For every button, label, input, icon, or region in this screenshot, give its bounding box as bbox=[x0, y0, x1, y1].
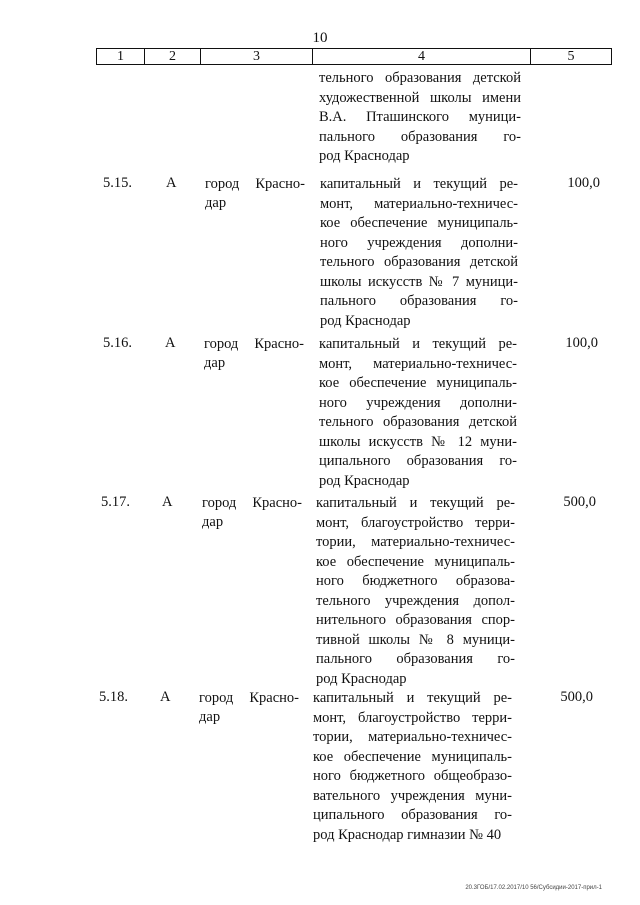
desc-line: вательного учреждения муни- bbox=[313, 787, 512, 804]
header-col-5: 5 bbox=[567, 49, 575, 64]
desc-line: кое обеспечение муниципаль- bbox=[320, 215, 518, 231]
desc-line: монт, материально-техничес- bbox=[320, 195, 518, 212]
desc-line: пального образования го- bbox=[319, 128, 521, 145]
row-category: А bbox=[162, 494, 173, 510]
desc-line: тельного образования детской bbox=[319, 70, 521, 86]
desc-line: В.А. Пташинского муници- bbox=[319, 109, 521, 125]
place-word: дар bbox=[202, 514, 224, 530]
row-place bbox=[204, 335, 304, 373]
row-number: 5.18. bbox=[99, 689, 128, 705]
desc-line: капитальный и текущий ре- bbox=[316, 495, 515, 511]
desc-line: род Краснодар гимназии № 40 bbox=[313, 826, 502, 843]
continuation-description bbox=[319, 69, 521, 167]
desc-line: род Краснодар bbox=[320, 312, 411, 329]
place-word: Красно- bbox=[254, 336, 304, 352]
desc-line: кое обеспечение муниципаль- bbox=[319, 375, 517, 391]
row-description bbox=[320, 175, 518, 331]
place-word: Красно- bbox=[255, 176, 305, 192]
row-category: А bbox=[166, 175, 177, 191]
desc-line: пального образования го- bbox=[316, 651, 515, 667]
row-description bbox=[313, 689, 512, 845]
desc-line: пального образования го- bbox=[320, 293, 518, 309]
header-col-3: 3 bbox=[201, 49, 313, 64]
header-table bbox=[96, 48, 612, 65]
row-category: А bbox=[165, 335, 176, 351]
row-number: 5.17. bbox=[101, 494, 130, 510]
row-number: 5.15. bbox=[103, 175, 132, 191]
row-place bbox=[202, 494, 302, 532]
desc-line: род Краснодар bbox=[316, 670, 407, 687]
desc-line: ного бюджетного образова- bbox=[316, 573, 515, 589]
desc-line: школы искусств № 12 муни- bbox=[319, 433, 517, 450]
row-place bbox=[199, 689, 299, 727]
desc-line: нительного образования спор- bbox=[316, 612, 515, 628]
desc-line: капитальный и текущий ре- bbox=[319, 336, 517, 352]
header-col-2: 2 bbox=[145, 49, 201, 64]
place-word: город bbox=[202, 495, 237, 511]
desc-line: род Краснодар bbox=[319, 472, 410, 489]
desc-line: капитальный и текущий ре- bbox=[313, 690, 512, 706]
header-col-4: 4 bbox=[313, 49, 531, 64]
desc-line: тельного образования детской bbox=[320, 254, 518, 270]
desc-line: кое обеспечение муниципаль- bbox=[313, 748, 512, 765]
desc-line: тельного учреждения допол- bbox=[316, 592, 515, 609]
row-category: А bbox=[160, 689, 171, 705]
place-word: Красно- bbox=[252, 495, 302, 511]
place-word: город bbox=[205, 176, 240, 192]
place-word: город bbox=[204, 336, 239, 352]
desc-line: ципального образования го- bbox=[313, 807, 512, 823]
desc-line: капитальный и текущий ре- bbox=[320, 176, 518, 192]
desc-line: кое обеспечение муниципаль- bbox=[316, 553, 515, 570]
desc-line: ного бюджетного общеобразо- bbox=[313, 768, 512, 784]
desc-line: школы искусств № 7 муници- bbox=[320, 273, 518, 290]
row-number: 5.16. bbox=[103, 335, 132, 351]
row-amount: 500,0 bbox=[563, 494, 596, 510]
desc-line: монт, благоустройство терри- bbox=[313, 709, 512, 726]
page-number: 10 bbox=[312, 30, 328, 46]
row-amount: 500,0 bbox=[560, 689, 593, 705]
desc-line: монт, благоустройство терри- bbox=[316, 514, 515, 531]
desc-line: тивной школы № 8 муници- bbox=[316, 631, 515, 648]
desc-line: художественной школы имени bbox=[319, 89, 521, 106]
desc-line: монт, материально-техничес- bbox=[319, 355, 517, 372]
row-amount: 100,0 bbox=[565, 335, 598, 351]
row-amount: 100,0 bbox=[567, 175, 600, 191]
place-word: город bbox=[199, 690, 234, 706]
row-description bbox=[319, 335, 517, 491]
place-word: Красно- bbox=[249, 690, 299, 706]
place-word: дар bbox=[199, 709, 221, 725]
place-word: дар bbox=[205, 195, 227, 211]
footer-code: 20.3ГОБ/17.02.2017/10 56/Субсидии-2017-прил-1 bbox=[465, 885, 602, 891]
place-word: дар bbox=[204, 355, 226, 371]
row-description bbox=[316, 494, 515, 689]
row-place bbox=[205, 175, 305, 213]
desc-line: тельного образования детской bbox=[319, 414, 517, 430]
desc-line: тории, материально-техничес- bbox=[313, 729, 512, 745]
desc-line: род Краснодар bbox=[319, 148, 410, 164]
desc-line: тории, материально-техничес- bbox=[316, 534, 515, 550]
header-col-1: 1 bbox=[97, 49, 145, 64]
desc-line: ного учреждения дополни- bbox=[319, 394, 517, 411]
desc-line: ного учреждения дополни- bbox=[320, 234, 518, 251]
desc-line: ципального образования го- bbox=[319, 453, 517, 469]
